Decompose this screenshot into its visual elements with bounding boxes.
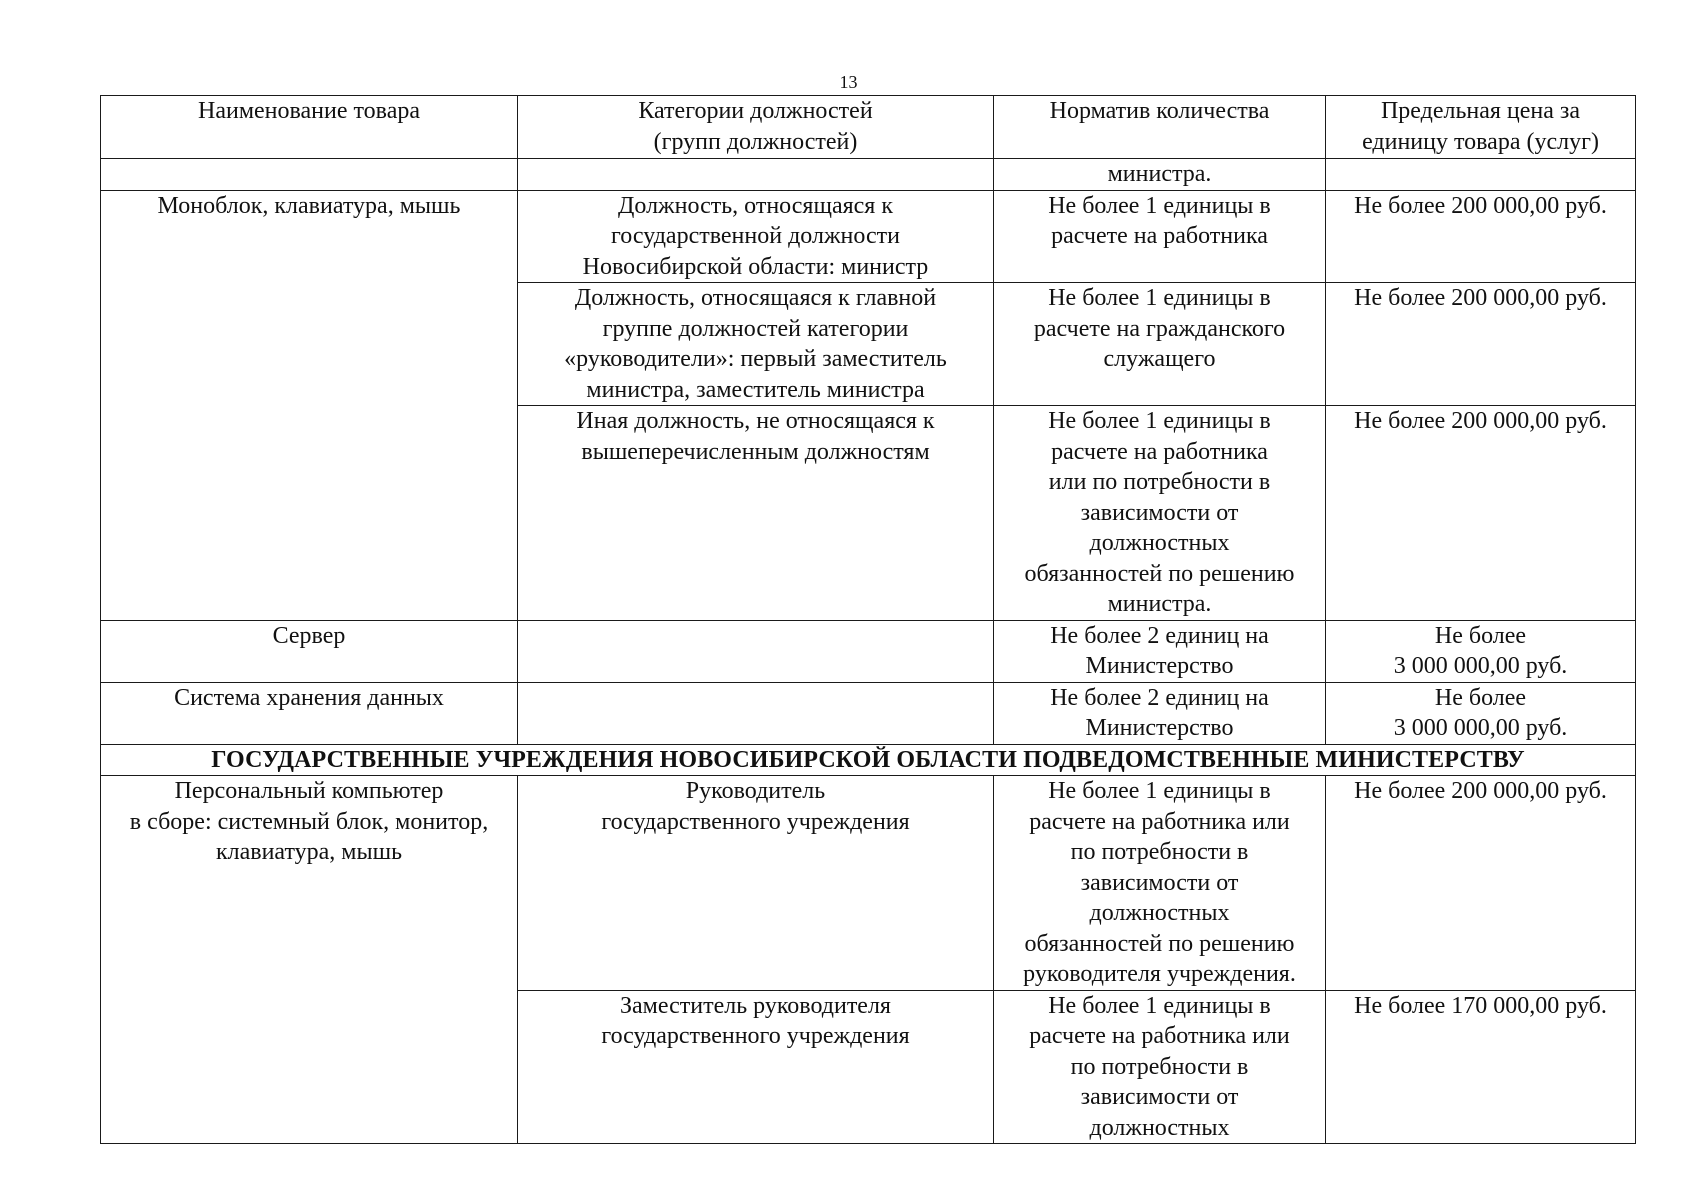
cell-empty	[101, 159, 518, 191]
cell-category: Руководитель государственного учреждения	[518, 776, 994, 991]
cell-norm: Не более 1 единицы в расчете на работника	[994, 190, 1326, 283]
cell-category: Должность, относящаяся к государственной должности Новосибирской области: министр	[518, 190, 994, 283]
cell-category	[518, 620, 994, 682]
cell-price: Не более 200 000,00 руб.	[1326, 776, 1636, 991]
table-row-continued	[101, 159, 1636, 191]
cell-price: Не более 200 000,00 руб.	[1326, 406, 1636, 621]
cell-norm: Не более 1 единицы в расчете на работника или по потребности в зависимости от должностных обязанностей по решению министра.	[994, 406, 1326, 621]
cell-norm: Не более 1 единицы в расчете на работника или по потребности в зависимости от должностных	[994, 990, 1326, 1144]
cell-category: Должность, относящаяся к главной группе должностей категории «руководители»: первый заместитель министра, заместитель министра	[518, 283, 994, 406]
cell-norm: Не более 2 единиц на Министерство	[994, 620, 1326, 682]
section-row	[101, 744, 1636, 776]
cell-price: Не более 200 000,00 руб.	[1326, 283, 1636, 406]
header-price-limit: Предельная цена за единицу товара (услуг)	[1326, 96, 1636, 159]
header-position-categories: Категории должностей (групп должностей)	[518, 96, 994, 159]
cell-category	[518, 682, 994, 744]
cell-empty	[518, 159, 994, 191]
page-number: 13	[839, 72, 858, 92]
cell-price: Не более 3 000 000,00 руб.	[1326, 682, 1636, 744]
section-title: ГОСУДАРСТВЕННЫЕ УЧРЕЖДЕНИЯ НОВОСИБИРСКОЙ ОБЛАСТИ ПОДВЕДОМСТВЕННЫЕ МИНИСТЕРСТВУ	[101, 744, 1636, 776]
cell-price: Не более 200 000,00 руб.	[1326, 190, 1636, 283]
table-row-server	[101, 620, 1636, 682]
table-row-pc-1	[101, 776, 1636, 991]
cell-norm: министра.	[994, 159, 1326, 191]
table-row-monoblock-1	[101, 190, 1636, 283]
cell-price: Не более 3 000 000,00 руб.	[1326, 620, 1636, 682]
cell-norm: Не более 1 единицы в расчете на гражданского служащего	[994, 283, 1326, 406]
header-item-name: Наименование товара	[101, 96, 518, 159]
cell-item-monoblock: Моноблок, клавиатура, мышь	[101, 190, 518, 620]
header-row	[101, 96, 1636, 159]
norms-table	[100, 95, 1636, 1144]
header-quantity-norm: Норматив количества	[994, 96, 1326, 159]
cell-item-pc: Персональный компьютер в сборе: системный блок, монитор, клавиатура, мышь	[101, 776, 518, 1144]
cell-norm: Не более 1 единицы в расчете на работника или по потребности в зависимости от должностных обязанностей по решению руководителя учреждения.	[994, 776, 1326, 991]
cell-norm: Не более 2 единиц на Министерство	[994, 682, 1326, 744]
table-row-storage	[101, 682, 1636, 744]
cell-item-server: Сервер	[101, 620, 518, 682]
cell-item-storage: Система хранения данных	[101, 682, 518, 744]
cell-empty	[1326, 159, 1636, 191]
cell-category: Заместитель руководителя государственного учреждения	[518, 990, 994, 1144]
cell-price: Не более 170 000,00 руб.	[1326, 990, 1636, 1144]
cell-category: Иная должность, не относящаяся к вышеперечисленным должностям	[518, 406, 994, 621]
